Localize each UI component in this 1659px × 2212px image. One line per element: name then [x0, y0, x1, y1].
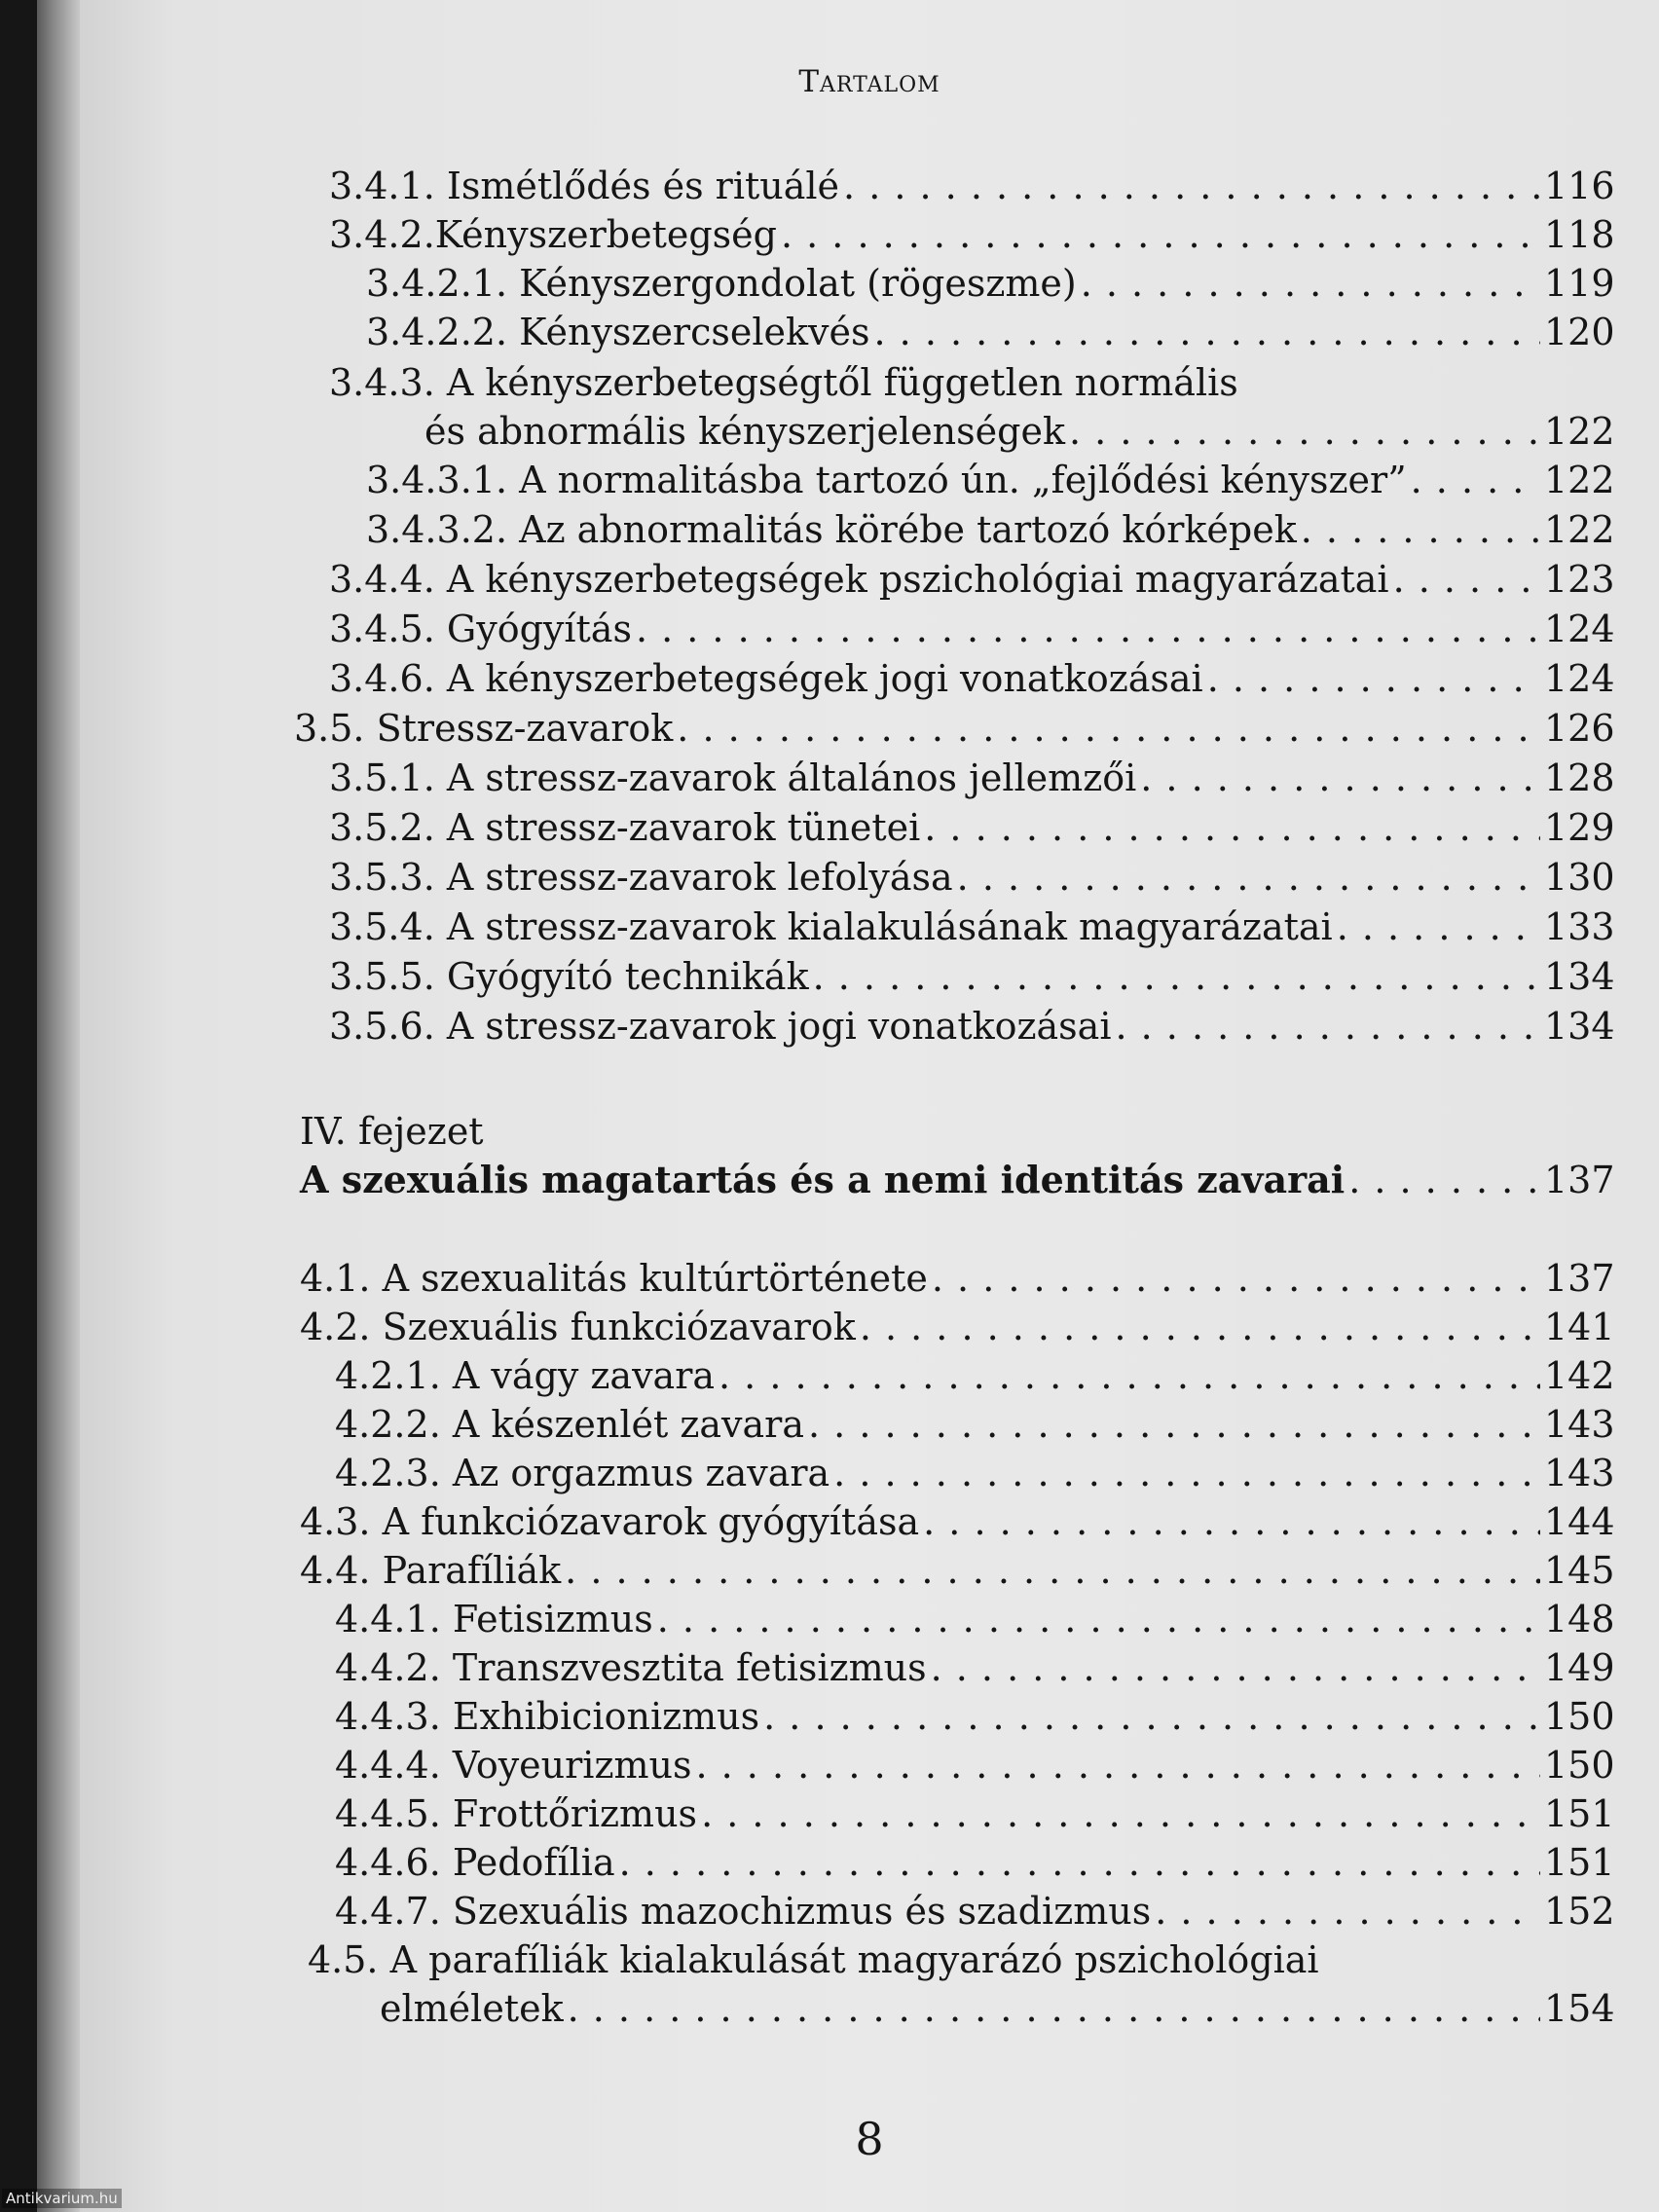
page-ref: 119 — [1544, 262, 1615, 305]
leader-dots — [695, 1741, 1540, 1789]
toc-entry[interactable]: 3.5. Stressz-zavarok . . . 126 — [294, 704, 1612, 753]
leader-dots — [1115, 1002, 1540, 1051]
toc-entry[interactable]: elméletek . . . 154 — [380, 1984, 1612, 2033]
leader-dots — [1348, 1156, 1540, 1204]
toc-entry[interactable]: 4.2.3. Az orgazmus zavara . . . 143 — [335, 1449, 1612, 1497]
toc-entry[interactable]: 4.2.1. A vágy zavara . . . 142 — [335, 1351, 1612, 1400]
leader-dots — [619, 1838, 1540, 1887]
page-ref: 118 — [1544, 213, 1615, 256]
page-ref: 154 — [1544, 1987, 1615, 2030]
leader-dots — [677, 704, 1540, 753]
page-ref: 142 — [1544, 1354, 1615, 1397]
page-ref: 151 — [1544, 1841, 1615, 1884]
leader-dots — [931, 1643, 1540, 1692]
leader-dots — [1393, 555, 1540, 604]
toc-entry[interactable]: 3.4.6. A kényszerbetegségek jogi vonatkozásai . . . 124 — [329, 654, 1612, 703]
leader-dots — [1337, 903, 1540, 951]
leader-dots — [923, 1497, 1540, 1546]
leader-dots — [813, 952, 1540, 1001]
page-ref: 145 — [1544, 1549, 1615, 1592]
toc-entry[interactable]: 4.4.3. Exhibicionizmus . . . 150 — [335, 1692, 1612, 1741]
page-ref: 130 — [1544, 856, 1615, 899]
page-ref: 137 — [1544, 1159, 1615, 1201]
toc-entry[interactable]: 4.2.2. A készenlét zavara . . . 143 — [335, 1400, 1612, 1449]
page-ref: 124 — [1544, 608, 1615, 650]
page-ref: 134 — [1544, 1005, 1615, 1048]
leader-dots — [565, 1546, 1540, 1595]
toc-entry-line1[interactable]: 3.4.3. A kényszerbetegségtől független normális — [329, 361, 1238, 404]
page-ref: 122 — [1544, 508, 1615, 551]
page-ref: 116 — [1544, 165, 1615, 207]
leader-dots — [701, 1789, 1540, 1838]
page-number: 8 — [855, 2113, 884, 2165]
toc-entry-line1[interactable]: 4.5. A parafíliák kialakulását magyarázó pszichológiai — [308, 1938, 1319, 1981]
leader-dots — [860, 1303, 1540, 1351]
toc-entry[interactable]: 3.5.5. Gyógyító technikák . . . 134 — [329, 952, 1612, 1001]
watermark: Antikvarium.hu — [2, 2189, 122, 2208]
leader-dots — [657, 1595, 1540, 1643]
toc-entry[interactable]: 3.4.4. A kényszerbetegségek pszichológiai magyarázatai . . . 123 — [329, 555, 1612, 604]
toc-entry[interactable]: 3.5.6. A stressz-zavarok jogi vonatkozásai . . . 134 — [329, 1002, 1612, 1051]
toc-entry[interactable]: 3.5.1. A stressz-zavarok általános jellemzői . . . 128 — [329, 754, 1612, 802]
page-ref: 152 — [1544, 1890, 1615, 1933]
toc-entry[interactable]: 3.4.1. Ismétlődés és rituálé . . . 116 — [329, 162, 1612, 210]
page-edge-shadow — [37, 0, 80, 2212]
toc-entry[interactable]: 4.4.1. Fetisizmus . . . 148 — [335, 1595, 1612, 1643]
page-ref: 134 — [1544, 955, 1615, 998]
toc-entry[interactable]: 3.4.2.Kényszerbetegség . . . 118 — [329, 210, 1612, 259]
leader-dots — [932, 1254, 1540, 1303]
leader-dots — [1155, 1887, 1540, 1936]
toc-entry[interactable]: 4.4.7. Szexuális mazochizmus és szadizmus . . . 152 — [335, 1887, 1612, 1936]
toc-entry[interactable]: 4.3. A funkciózavarok gyógyítása . . . 144 — [300, 1497, 1612, 1546]
toc-entry[interactable]: 4.4.5. Frottőrizmus . . . 151 — [335, 1789, 1612, 1838]
page-ref: 123 — [1544, 558, 1615, 601]
page-ref: 150 — [1544, 1695, 1615, 1738]
leader-dots — [568, 1984, 1540, 2033]
page-ref: 124 — [1544, 657, 1615, 700]
page-ref: 128 — [1544, 756, 1615, 799]
leader-dots — [1411, 456, 1540, 504]
leader-dots — [1081, 259, 1540, 308]
page-ref: 149 — [1544, 1646, 1615, 1689]
page-ref: 141 — [1544, 1306, 1615, 1348]
leader-dots — [763, 1692, 1540, 1741]
page-ref: 143 — [1544, 1403, 1615, 1446]
page-ref: 120 — [1544, 311, 1615, 353]
toc-entry[interactable]: 4.4.6. Pedofília . . . 151 — [335, 1838, 1612, 1887]
page-ref: 122 — [1544, 410, 1615, 453]
leader-dots — [924, 803, 1540, 852]
leader-dots — [781, 210, 1540, 259]
page-ref: 137 — [1544, 1257, 1615, 1300]
page-ref: 129 — [1544, 806, 1615, 849]
leader-dots — [1301, 505, 1540, 554]
toc-entry[interactable]: 3.5.4. A stressz-zavarok kialakulásának magyarázatai . . . 133 — [329, 903, 1612, 951]
toc-entry[interactable]: 4.4.2. Transzvesztita fetisizmus . . . 149 — [335, 1643, 1612, 1692]
page-ref: 143 — [1544, 1452, 1615, 1494]
page-ref: 144 — [1544, 1500, 1615, 1543]
leader-dots — [874, 308, 1541, 356]
book-spine-shadow — [0, 0, 37, 2212]
leader-dots — [1207, 654, 1540, 703]
leader-dots — [808, 1400, 1540, 1449]
toc-entry[interactable]: 3.5.3. A stressz-zavarok lefolyása . . . 130 — [329, 853, 1612, 902]
page-ref: 133 — [1544, 905, 1615, 948]
leader-dots — [636, 605, 1540, 653]
toc-entry[interactable]: 3.4.2.2. Kényszercselekvés . . . 120 — [366, 308, 1612, 356]
chapter-title-entry[interactable]: A szexuális magatartás és a nemi identitás zavarai . . . 137 — [300, 1156, 1612, 1204]
leader-dots — [719, 1351, 1540, 1400]
leader-dots — [1140, 754, 1540, 802]
toc-entry[interactable]: 3.4.3.2. Az abnormalitás körébe tartozó kórképek . . . 122 — [366, 505, 1612, 554]
toc-entry[interactable]: 4.1. A szexualitás kultúrtörténete . . . 137 — [300, 1254, 1612, 1303]
page-ref: 151 — [1544, 1792, 1615, 1835]
leader-dots — [843, 162, 1540, 210]
leader-dots — [833, 1449, 1540, 1497]
toc-entry[interactable]: 3.4.5. Gyógyítás . . . 124 — [329, 605, 1612, 653]
toc-entry[interactable]: 3.5.2. A stressz-zavarok tünetei . . . 129 — [329, 803, 1612, 852]
running-header: Tartalom — [798, 64, 940, 99]
chapter-label: IV. fejezet — [300, 1110, 484, 1153]
table-of-contents — [80, 0, 1659, 2212]
leader-dots — [1069, 407, 1540, 456]
toc-entry[interactable]: és abnormális kényszerjelenségek . . . 122 — [424, 407, 1612, 456]
toc-entry[interactable]: 4.2. Szexuális funkciózavarok . . . 141 — [300, 1303, 1612, 1351]
book-page — [80, 0, 1659, 2212]
page-ref: 122 — [1544, 459, 1615, 501]
page-ref: 150 — [1544, 1744, 1615, 1787]
page-ref: 148 — [1544, 1598, 1615, 1641]
toc-entry[interactable]: 3.4.3.1. A normalitásba tartozó ún. „fejlődési kényszer” . . . 122 — [366, 456, 1612, 504]
toc-entry[interactable]: 3.4.2.1. Kényszergondolat (rögeszme) . . . 119 — [366, 259, 1612, 308]
toc-entry[interactable]: 4.4. Parafíliák . . . 145 — [300, 1546, 1612, 1595]
leader-dots — [957, 853, 1540, 902]
page-ref: 126 — [1544, 707, 1615, 750]
toc-entry[interactable]: 4.4.4. Voyeurizmus . . . 150 — [335, 1741, 1612, 1789]
